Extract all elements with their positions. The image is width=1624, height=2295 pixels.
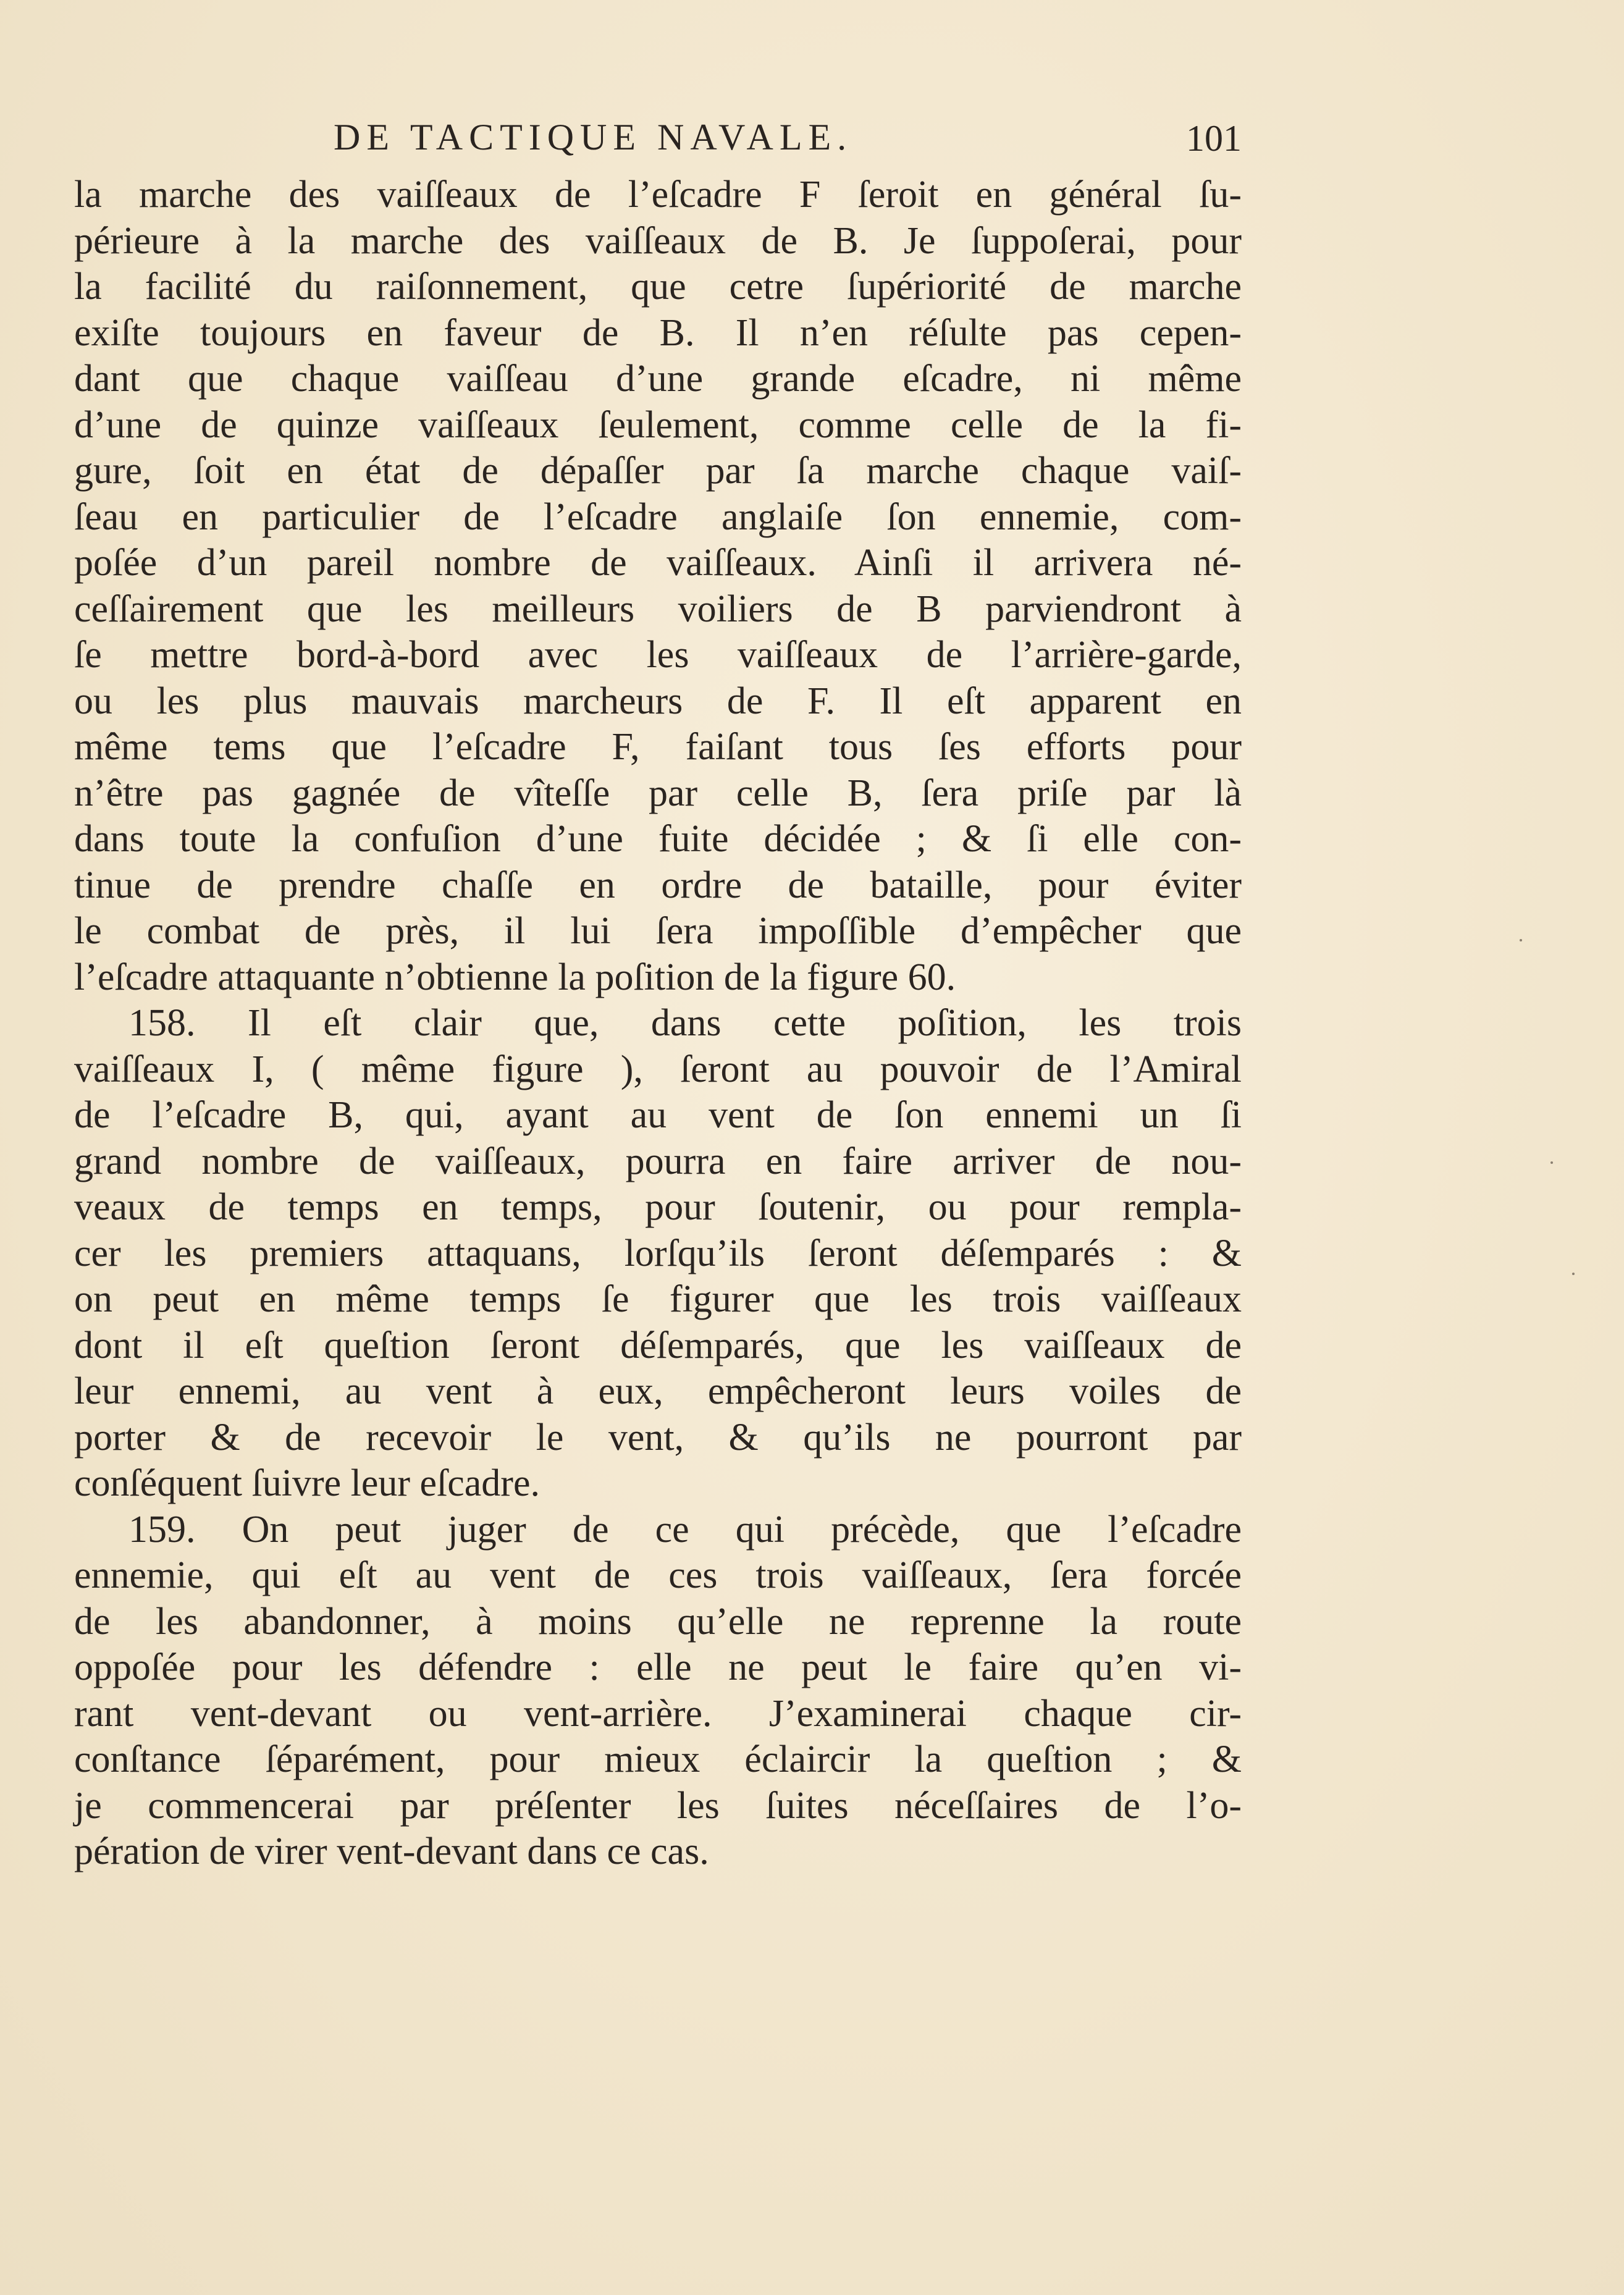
paragraph-158-start: 158. Il eſt clair que, dans cette poſition, les trois (128, 1002, 1242, 1044)
text-line: oppoſée pour les défendre : elle ne peut le faire qu’en vi- (74, 1646, 1242, 1688)
text-line: leur ennemi, au vent à eux, empêcheront leurs voiles de (74, 1370, 1242, 1412)
text-line: l’eſcadre attaquante n’obtienne la poſition de la figure 60. (74, 956, 956, 998)
running-title: DE TACTIQUE NAVALE. (334, 117, 853, 158)
text-line: même tems que l’eſcadre F, faiſant tous ſes efforts pour (74, 726, 1242, 768)
text-line: gure, ſoit en état de dépaſſer par ſa marche chaque vaiſ- (74, 450, 1242, 492)
paragraph-159-start: 159. On peut juger de ce qui précède, que l’eſcadre (128, 1508, 1242, 1551)
text-line: périeure à la marche des vaiſſeaux de B. Je ſuppoſerai, pour (74, 219, 1242, 262)
text-line: dans toute la confuſion d’une fuite décidée ; & ſi elle con- (74, 818, 1242, 860)
text-line: la facilité du raiſonnement, que cetre ſupériorité de marche (74, 266, 1242, 308)
text-line: ennemie, qui eſt au vent de ces trois vaiſſeaux, ſera forcée (74, 1554, 1242, 1596)
text-line: on peut en même temps ſe figurer que les trois vaiſſeaux (74, 1278, 1242, 1320)
text-line: d’une de quinze vaiſſeaux ſeulement, comme celle de la fi- (74, 403, 1242, 446)
text-line: exiſte toujours en faveur de B. Il n’en réſulte pas cepen- (74, 311, 1242, 354)
text-line: tinue de prendre chaſſe en ordre de bataille, pour éviter (74, 864, 1242, 906)
text-line: conſtance ſéparément, pour mieux éclaircir la queſtion ; & (74, 1738, 1242, 1780)
text-line: la marche des vaiſſeaux de l’eſcadre F ſeroit en général ſu- (74, 174, 1242, 216)
text-line: n’être pas gagnée de vîteſſe par celle B, ſera priſe par là (74, 772, 1242, 814)
page-header (74, 116, 1242, 172)
text-line: dont il eſt queſtion ſeront déſemparés, que les vaiſſeaux de (74, 1324, 1242, 1366)
text-line: dant que chaque vaiſſeau d’une grande eſcadre, ni même (74, 358, 1242, 400)
text-line: de l’eſcadre B, qui, ayant au vent de ſon ennemi un ſi (74, 1094, 1242, 1136)
text-line: ſe mettre bord-à-bord avec les vaiſſeaux de l’arrière-garde, (74, 634, 1242, 676)
text-line: porter & de recevoir le vent, & qu’ils ne pourront par (74, 1416, 1242, 1459)
text-line: ceſſairement que les meilleurs voiliers de B parviendront à (74, 587, 1242, 630)
text-line: le combat de près, il lui ſera impoſſible d’empêcher que (74, 910, 1242, 952)
paper-specks (1513, 927, 1588, 1297)
paper-speck (1520, 939, 1522, 941)
text-line: pération de virer vent-devant dans ce cas. (74, 1830, 709, 1872)
text-line: de les abandonner, à moins qu’elle ne reprenne la route (74, 1600, 1242, 1643)
body-text (74, 172, 1242, 1875)
paper-speck (1572, 1273, 1575, 1275)
text-line: vaiſſeaux I, ( même figure ), ſeront au pouvoir de l’Amiral (74, 1048, 1242, 1090)
text-line: ſeau en particulier de l’eſcadre anglaiſe ſon ennemie, com- (74, 495, 1242, 538)
text-line: cer les premiers attaquans, lorſqu’ils ſeront déſemparés : & (74, 1232, 1242, 1274)
text-line: je commencerai par préſenter les ſuites néceſſaires de l’o- (74, 1784, 1242, 1827)
paper-speck (1550, 1161, 1553, 1164)
page-number: 101 (1186, 118, 1242, 159)
text-line: veaux de temps en temps, pour ſoutenir, ou pour rempla- (74, 1186, 1242, 1228)
text-line: grand nombre de vaiſſeaux, pourra en faire arriver de nou- (74, 1140, 1242, 1182)
text-line: poſée d’un pareil nombre de vaiſſeaux. Ainſi il arrivera né- (74, 542, 1242, 584)
text-line: rant vent-devant ou vent-arrière. J’examinerai chaque cir- (74, 1692, 1242, 1735)
text-line: conſéquent ſuivre leur eſcadre. (74, 1462, 540, 1504)
text-line: ou les plus mauvais marcheurs de F. Il eſt apparent en (74, 680, 1242, 722)
